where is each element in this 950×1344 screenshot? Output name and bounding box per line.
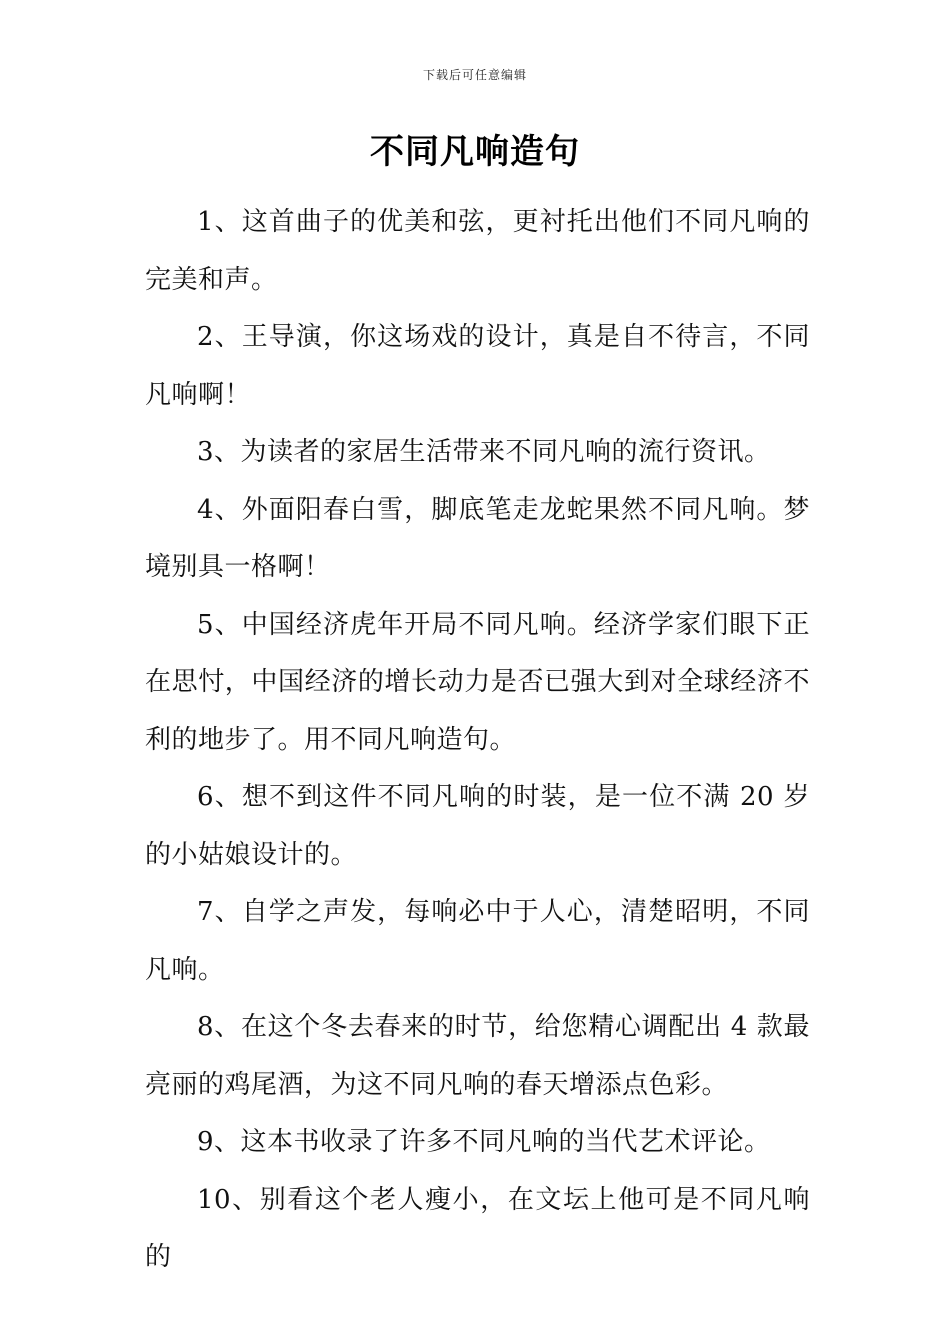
sentence-6: 6、想不到这件不同凡响的时装，是一位不满 20 岁的小姑娘设计的。 [145, 782, 810, 870]
sentence-4: 4、外面阳春白雪，脚底笔走龙蛇果然不同凡响。梦境别具一格啊！ [145, 494, 810, 582]
sentence-5: 5、中国经济虎年开局不同凡响。经济学家们眼下正在思忖，中国经济的增长动力是否已强大到对全球经济不利的地步了。用不同凡响造句。 [145, 609, 810, 755]
sentence-8: 8、在这个冬去春来的时节，给您精心调配出 4 款最亮丽的鸡尾酒，为这不同凡响的春天增添点色彩。 [145, 1012, 810, 1100]
sentence-9: 9、这本书收录了许多不同凡响的当代艺术评论。 [197, 1127, 771, 1157]
sentence-1: 1、这首曲子的优美和弦，更衬托出他们不同凡响的完美和声。 [145, 207, 810, 295]
sentence-2: 2、王导演，你这场戏的设计，真是自不待言，不同凡响啊！ [145, 322, 810, 410]
document-title: 不同凡响造句 [370, 132, 580, 172]
sentence-10: 10、别看这个老人瘦小，在文坛上他可是不同凡响的 [145, 1184, 810, 1272]
sentence-list [145, 194, 810, 1287]
sentence-3: 3、为读者的家居生活带来不同凡响的流行资讯。 [197, 437, 771, 467]
sentence-7: 7、自学之声发，每响必中于人心，清楚昭明，不同凡响。 [145, 897, 810, 985]
page-header-note: 下载后可任意编辑 [422, 68, 527, 82]
